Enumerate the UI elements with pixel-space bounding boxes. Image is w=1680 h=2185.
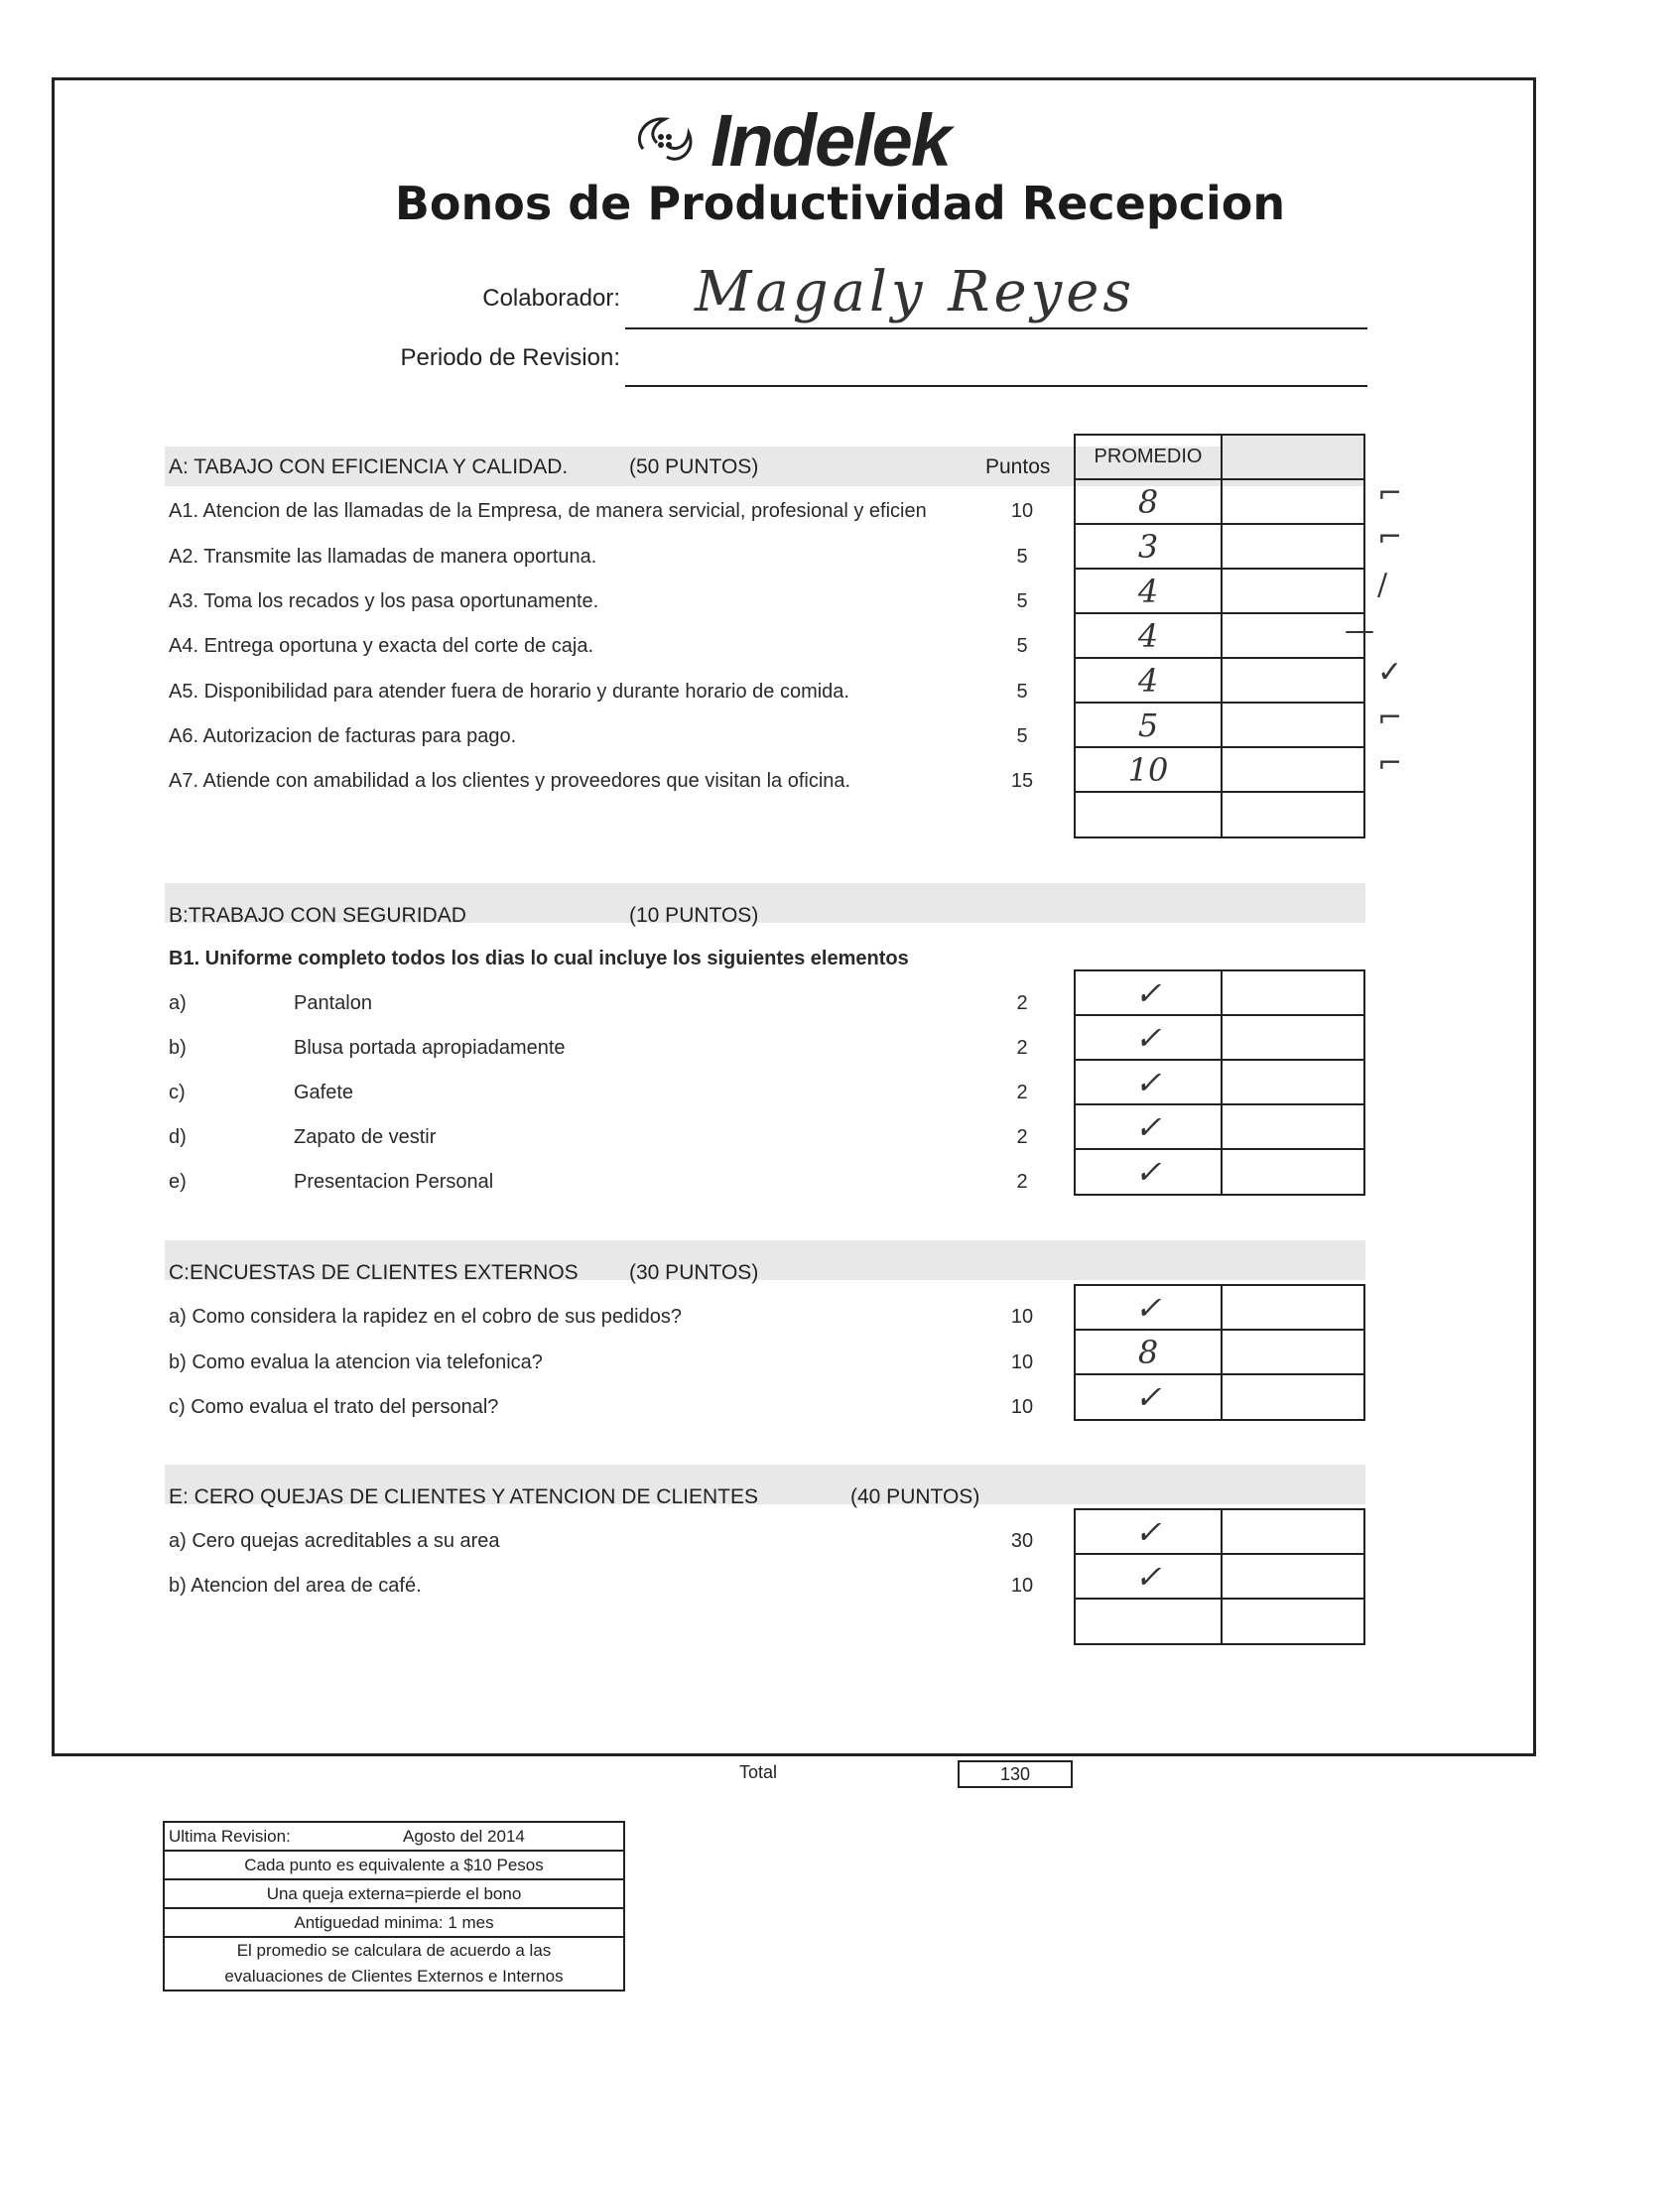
brand-logo: [623, 99, 1020, 183]
b-d-score[interactable]: ✓: [1076, 1105, 1223, 1148]
a1-text: A1. Atencion de las llamadas de la Empresa, de manera servicial, profesional y eficien: [169, 500, 927, 522]
section-e-points: (40 PUNTOS): [850, 1485, 980, 1508]
section-b-subtitle: B1. Uniforme completo todos los dias lo cual incluye los siguientes elementos: [169, 948, 909, 969]
b-e-points: 2: [1016, 1171, 1028, 1193]
b-c-score[interactable]: ✓: [1076, 1061, 1223, 1103]
ultima-revision-value: Agosto del 2014: [403, 1827, 525, 1846]
colaborador-line: [625, 327, 1367, 329]
side-check-icon: /: [1377, 568, 1388, 602]
section-c-title: C:ENCUESTAS DE CLIENTES EXTERNOS: [169, 1261, 579, 1284]
b-d-points: 2: [1016, 1126, 1028, 1148]
puntos-header: Puntos: [985, 455, 1051, 478]
a2-points: 5: [1016, 546, 1028, 568]
info-line-5: [165, 1938, 623, 1990]
b-b-points: 2: [1016, 1037, 1028, 1059]
section-b-points: (10 PUNTOS): [629, 904, 759, 927]
info-line-5b: evaluaciones de Clientes Externos e Internos: [224, 1967, 564, 1986]
a6-points: 5: [1016, 725, 1028, 747]
b-b-text: Blusa portada apropiadamente: [294, 1037, 566, 1059]
page-title: Bonos de Productividad Recepcion: [394, 177, 1286, 230]
b-c-text: Gafete: [294, 1082, 354, 1103]
e-b-score[interactable]: ✓: [1076, 1555, 1223, 1598]
a5-text: A5. Disponibilidad para atender fuera de horario y durante horario de comida.: [169, 681, 849, 703]
e-b-text: b) Atencion del area de café.: [169, 1575, 422, 1597]
info-line-5a: El promedio se calculara de acuerdo a las: [236, 1941, 552, 1960]
c-a-points: 10: [1010, 1306, 1034, 1328]
section-b-title: B:TRABAJO CON SEGURIDAD: [169, 904, 466, 927]
section-e-score-grid: [1074, 1508, 1365, 1645]
info-line-2: Cada punto es equivalente a $10 Pesos: [165, 1852, 623, 1880]
brand-name: Indelek: [711, 99, 950, 182]
a-total-cell[interactable]: [1076, 793, 1223, 836]
section-c-score-grid: [1074, 1284, 1365, 1421]
a2-score[interactable]: 3: [1076, 525, 1223, 568]
b-a-points: 2: [1016, 992, 1028, 1014]
a4-score[interactable]: 4: [1076, 614, 1223, 657]
b-d-text: Zapato de vestir: [294, 1126, 437, 1148]
c-c-points: 10: [1010, 1396, 1034, 1418]
info-box: [163, 1821, 625, 1992]
a7-points: 15: [1010, 770, 1034, 792]
colaborador-value: Magaly Reyes: [695, 260, 1136, 324]
side-check-icon: ⌐: [1377, 476, 1403, 511]
c-a-text: a) Como considera la rapidez en el cobro de sus pedidos?: [169, 1306, 682, 1328]
e-a-text: a) Cero quejas acreditables a su area: [169, 1530, 500, 1552]
e-a-score[interactable]: ✓: [1076, 1510, 1223, 1553]
a1-points: 10: [1010, 500, 1034, 522]
b-a-letter: a): [169, 992, 187, 1014]
c-a-score[interactable]: ✓: [1076, 1286, 1223, 1329]
a6-text: A6. Autorizacion de facturas para pago.: [169, 725, 517, 747]
swirl-logo-icon: [623, 107, 705, 177]
b-c-letter: c): [169, 1082, 186, 1103]
b-a-score[interactable]: ✓: [1076, 971, 1223, 1014]
a3-points: 5: [1016, 590, 1028, 612]
c-b-text: b) Como evalua la atencion via telefonica?: [169, 1351, 543, 1373]
e-a-points: 30: [1010, 1530, 1034, 1552]
b-c-points: 2: [1016, 1082, 1028, 1103]
section-a-score-grid: [1074, 434, 1365, 838]
c-c-score[interactable]: ✓: [1076, 1375, 1223, 1419]
ultima-revision-label: Ultima Revision:: [169, 1827, 291, 1846]
a7-text: A7. Atiende con amabilidad a los clientes y proveedores que visitan la oficina.: [169, 770, 851, 792]
c-b-points: 10: [1010, 1351, 1034, 1373]
b-e-text: Presentacion Personal: [294, 1171, 494, 1193]
b-b-score[interactable]: ✓: [1076, 1016, 1223, 1059]
a7-score[interactable]: 10: [1076, 748, 1223, 791]
a5-score[interactable]: 4: [1076, 659, 1223, 702]
total-label: Total: [739, 1762, 778, 1782]
c-c-text: c) Como evalua el trato del personal?: [169, 1396, 499, 1418]
colaborador-label: Colaborador:: [482, 285, 620, 312]
side-check-icon: ⌐: [1377, 520, 1403, 555]
a3-text: A3. Toma los recados y los pasa oportunamente.: [169, 590, 599, 612]
b-a-text: Pantalon: [294, 992, 372, 1014]
info-line-3: Una queja externa=pierde el bono: [165, 1880, 623, 1909]
a4-points: 5: [1016, 635, 1028, 657]
a6-score[interactable]: 5: [1076, 704, 1223, 746]
e-total-cell[interactable]: [1076, 1600, 1223, 1643]
section-b-score-grid: [1074, 969, 1365, 1196]
e-b-points: 10: [1010, 1575, 1034, 1597]
b-e-score[interactable]: ✓: [1076, 1150, 1223, 1194]
a4-text: A4. Entrega oportuna y exacta del corte de caja.: [169, 635, 594, 657]
periodo-line: [625, 385, 1367, 387]
b-d-letter: d): [169, 1126, 187, 1148]
periodo-label: Periodo de Revision:: [400, 344, 620, 371]
b-e-letter: e): [169, 1171, 187, 1193]
a3-score[interactable]: 4: [1076, 570, 1223, 612]
total-value: 130: [958, 1760, 1073, 1788]
promedio-header: PROMEDIO: [1076, 436, 1223, 478]
side-dash-icon: —: [1345, 613, 1374, 648]
section-e-title: E: CERO QUEJAS DE CLIENTES Y ATENCION DE CLIENTES: [169, 1485, 758, 1508]
b-b-letter: b): [169, 1037, 187, 1059]
side-check-icon: ⌐: [1377, 746, 1403, 781]
a1-score[interactable]: 8: [1076, 480, 1223, 523]
section-a-title: A: TABAJO CON EFICIENCIA Y CALIDAD.: [169, 455, 569, 478]
a2-text: A2. Transmite las llamadas de manera oportuna.: [169, 546, 597, 568]
section-c-points: (30 PUNTOS): [629, 1261, 759, 1284]
c-b-score[interactable]: 8: [1076, 1331, 1223, 1373]
side-check-icon: ⌐: [1377, 701, 1403, 735]
side-check-icon: ✓: [1377, 655, 1403, 690]
info-line-4: Antiguedad minima: 1 mes: [165, 1909, 623, 1938]
a5-points: 5: [1016, 681, 1028, 703]
section-a-points: (50 PUNTOS): [629, 455, 759, 478]
